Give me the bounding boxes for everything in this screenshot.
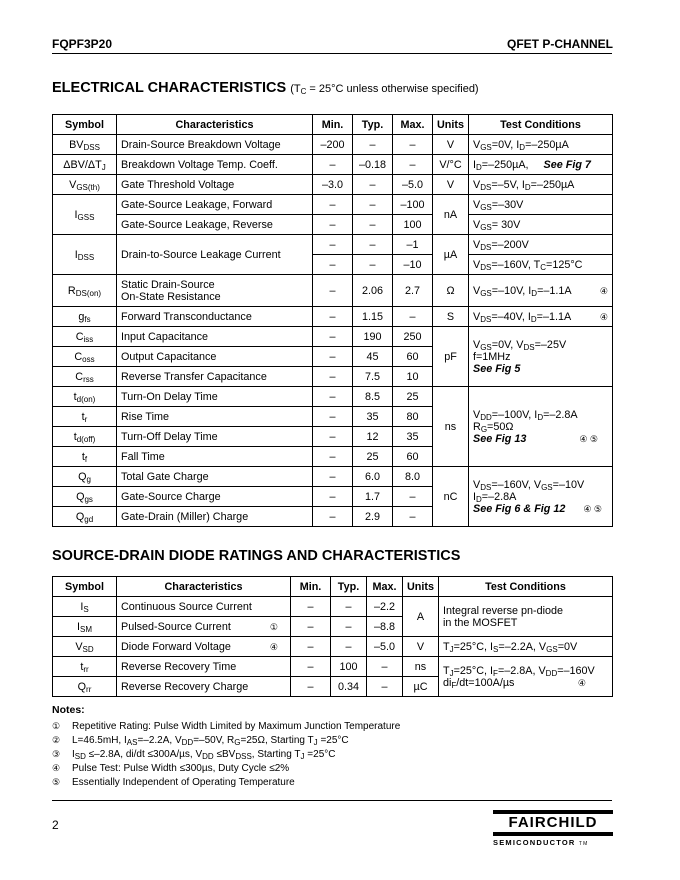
unit-cell: V/°C [433, 155, 469, 175]
table-row [53, 597, 613, 617]
typ-cell: 45 [353, 347, 393, 367]
figure-reference: See Fig 13 [473, 432, 527, 445]
characteristic-cell: Breakdown Voltage Temp. Coeff. [117, 155, 313, 175]
characteristic-cell: Gate-Source Leakage, Reverse [117, 215, 313, 235]
characteristic-cell: Drain-to-Source Leakage Current [117, 235, 313, 275]
typ-cell: – [353, 135, 393, 155]
typ-cell: 1.7 [353, 487, 393, 507]
symbol-cell: $R_{DS(on)}$ [53, 275, 117, 307]
characteristic-cell: Turn-Off Delay Time [117, 427, 313, 447]
logo-bar-bottom [493, 832, 613, 836]
table-header-row [53, 115, 613, 135]
max-cell: –2.2 [367, 597, 403, 617]
unit-cell: nC [433, 467, 469, 527]
min-cell: – [313, 367, 353, 387]
note-1-marker: ① [269, 621, 278, 632]
note-markers: ④ ⑤ [583, 503, 602, 514]
characteristic-cell: Reverse Recovery Time [117, 657, 291, 677]
note-markers: ④ ⑤ [579, 433, 598, 444]
logo-subtitle: SEMICONDUCTOR TM [493, 838, 589, 847]
unit-cell: S [433, 307, 469, 327]
min-cell: – [313, 407, 353, 427]
unit-cell: V [403, 637, 439, 657]
symbol-cell: $t_{d(on)}$ [53, 387, 117, 407]
min-cell: – [291, 677, 331, 697]
typ-cell: 0.34 [331, 677, 367, 697]
note-item: ① Repetitive Rating: Pulse Width Limited by Maximum Junction Temperature [52, 721, 401, 732]
note-item: ⑤ Essentially Independent of Operating Temperature [52, 777, 295, 788]
typ-cell: – [331, 597, 367, 617]
unit-cell: ns [403, 657, 439, 677]
table-row [53, 135, 613, 155]
electrical-characteristics-table [52, 114, 613, 527]
test-condition-cell: $V_{GS}=0V$, $V_{DS}=-25V$ f=1MHz See Fig 5 [469, 327, 613, 387]
test-condition-cell: $V_{DS}=-40V$, $I_D=-1.1A$ ④ [469, 307, 613, 327]
table-row [53, 235, 613, 255]
fairchild-logo [493, 810, 613, 849]
note-item: ④ Pulse Test: Pulse Width ≤300µs, Duty Cycle ≤2% [52, 763, 290, 774]
table-row [53, 387, 613, 407]
table-row [53, 175, 613, 195]
typ-cell: 7.5 [353, 367, 393, 387]
typ-cell: – [353, 195, 393, 215]
test-condition-cell: $V_{DS}=-160V$, $V_{GS}=-10V$ $I_D=-2.8A$ See Fig 6 & Fig 12 ④ ⑤ [469, 467, 613, 527]
note-item: ② L=46.5mH, $I_{AS}=-2.2A$, $V_{DD}=-50V$, $R_G=25\Omega$, Starting $T_J =25^\circ C$ [52, 735, 349, 747]
max-cell: 250 [393, 327, 433, 347]
test-condition-cell: $T_J=25^\circ C$, $I_S=-2.2A$, $V_{GS}=0V$ [439, 637, 613, 657]
max-cell: – [367, 657, 403, 677]
test-condition-cell: $V_{GS}=-10V$, $I_D=-1.1A$ ④ [469, 275, 613, 307]
characteristic-cell: Output Capacitance [117, 347, 313, 367]
max-cell: – [393, 155, 433, 175]
characteristic-cell: Input Capacitance [117, 327, 313, 347]
typ-cell: 1.15 [353, 307, 393, 327]
symbol-cell: $C_{rss}$ [53, 367, 117, 387]
min-cell: –3.0 [313, 175, 353, 195]
symbol-cell: $t_{d(off)}$ [53, 427, 117, 447]
col-symbol: Symbol [53, 577, 117, 597]
document-type: QFET P-CHANNEL [507, 37, 613, 51]
page-number: 2 [52, 818, 59, 832]
symbol-cell: $I_{DSS}$ [53, 235, 117, 275]
note-4-marker: ④ [577, 677, 586, 688]
typ-cell: –0.18 [353, 155, 393, 175]
max-cell: – [393, 307, 433, 327]
figure-reference: See Fig 5 [473, 362, 521, 375]
max-cell: – [393, 135, 433, 155]
section-conditions: ($T_C = 25^\circ C$ unless otherwise specified) [290, 83, 479, 96]
notes-section [52, 704, 400, 789]
max-cell: –1 [393, 235, 433, 255]
unit-cell: µA [433, 235, 469, 275]
diode-characteristics-table [52, 576, 613, 697]
diode-ratings-heading: SOURCE-DRAIN DIODE RATINGS AND CHARACTERISTICS [52, 548, 461, 564]
col-units: Units [433, 115, 469, 135]
max-cell: –5.0 [393, 175, 433, 195]
max-cell: –10 [393, 255, 433, 275]
symbol-cell: ΔBV/$\Delta T_J$ [53, 155, 117, 175]
max-cell: – [393, 507, 433, 527]
max-cell: 100 [393, 215, 433, 235]
characteristic-cell: Drain-Source Breakdown Voltage [117, 135, 313, 155]
symbol-cell: $V_{SD}$ [53, 637, 117, 657]
typ-cell: 100 [331, 657, 367, 677]
symbol-cell: $t_f$ [53, 447, 117, 467]
unit-cell: V [433, 175, 469, 195]
typ-cell: 12 [353, 427, 393, 447]
col-min: Min. [291, 577, 331, 597]
symbol-cell: $C_{oss}$ [53, 347, 117, 367]
characteristic-cell: Total Gate Charge [117, 467, 313, 487]
col-symbol: Symbol [53, 115, 117, 135]
typ-cell: 25 [353, 447, 393, 467]
max-cell: –100 [393, 195, 433, 215]
symbol-cell: $BV_{DSS}$ [53, 135, 117, 155]
characteristic-cell: Continuous Source Current [117, 597, 291, 617]
max-cell: 8.0 [393, 467, 433, 487]
test-condition-cell: $V_{GS}=0V$, $I_D=-250\mu A$ [469, 135, 613, 155]
test-condition-cell: $V_{DS}=-200V$ [469, 235, 613, 255]
typ-cell: – [331, 617, 367, 637]
min-cell: – [313, 215, 353, 235]
min-cell: – [313, 327, 353, 347]
min-cell: – [291, 597, 331, 617]
test-condition-cell: $V_{DD}=-100V$, $I_D=-2.8A$ $R_G=50\Omega$ See Fig 13 ④ ⑤ [469, 387, 613, 467]
test-condition-cell: $T_J=25^\circ C$, $I_F=-2.8A$, $V_{DD}=-160V$ $di_F/dt=100A/\mu s$ ④ [439, 657, 613, 697]
min-cell: – [313, 387, 353, 407]
section-title: ELECTRICAL CHARACTERISTICS [52, 80, 287, 96]
test-condition-cell: Integral reverse pn-diode in the MOSFET [439, 597, 613, 637]
part-number: FQPF3P20 [52, 37, 113, 51]
max-cell: – [393, 487, 433, 507]
max-cell: 80 [393, 407, 433, 427]
characteristic-cell: Gate-Drain (Miller) Charge [117, 507, 313, 527]
characteristic-cell: Forward Transconductance [117, 307, 313, 327]
characteristic-cell: Reverse Transfer Capacitance [117, 367, 313, 387]
min-cell: – [313, 467, 353, 487]
characteristic-cell: Diode Forward Voltage ④ [117, 637, 291, 657]
typ-cell: 35 [353, 407, 393, 427]
max-cell: 2.7 [393, 275, 433, 307]
unit-cell: ns [433, 387, 469, 467]
characteristic-cell: Turn-On Delay Time [117, 387, 313, 407]
min-cell: – [313, 507, 353, 527]
note-4-marker: ④ [599, 311, 608, 322]
min-cell: – [313, 255, 353, 275]
min-cell: – [291, 657, 331, 677]
table-row [53, 307, 613, 327]
symbol-cell: $V_{GS(th)}$ [53, 175, 117, 195]
unit-cell: nA [433, 195, 469, 235]
table-header-row [53, 577, 613, 597]
symbol-cell: $Q_g$ [53, 467, 117, 487]
symbol-cell: $g_{fs}$ [53, 307, 117, 327]
typ-cell: – [353, 235, 393, 255]
typ-cell: – [353, 215, 393, 235]
min-cell: – [313, 427, 353, 447]
typ-cell: 6.0 [353, 467, 393, 487]
typ-cell: – [353, 175, 393, 195]
logo-wordmark: FAIRCHILD [508, 814, 598, 831]
typ-cell: 2.06 [353, 275, 393, 307]
table-row [53, 275, 613, 307]
col-max: Max. [393, 115, 433, 135]
test-condition-cell: $V_{DS}=-5V$, $I_D=-250\mu A$ [469, 175, 613, 195]
symbol-cell: $t_r$ [53, 407, 117, 427]
min-cell: –200 [313, 135, 353, 155]
max-cell: –8.8 [367, 617, 403, 637]
typ-cell: 2.9 [353, 507, 393, 527]
min-cell: – [291, 637, 331, 657]
table-row [53, 195, 613, 215]
max-cell: – [367, 677, 403, 697]
note-item: ③ $I_{SD} \le-2.8A$, di/dt ≤300A/µs, $V_{DD} \le BV_{DSS}$, Starting $T_J =25^\circ C$ [52, 749, 336, 761]
min-cell: – [313, 195, 353, 215]
unit-cell: A [403, 597, 439, 637]
characteristic-cell: Reverse Recovery Charge [117, 677, 291, 697]
typ-cell: 8.5 [353, 387, 393, 407]
typ-cell: 190 [353, 327, 393, 347]
col-characteristics: Characteristics [117, 115, 313, 135]
characteristic-cell: Gate-Source Charge [117, 487, 313, 507]
header-rule [52, 53, 612, 54]
unit-cell: µC [403, 677, 439, 697]
symbol-cell: $I_S$ [53, 597, 117, 617]
col-max: Max. [367, 577, 403, 597]
col-min: Min. [313, 115, 353, 135]
note-4-marker: ④ [599, 285, 608, 296]
max-cell: –5.0 [367, 637, 403, 657]
unit-cell: pF [433, 327, 469, 387]
table-row [53, 467, 613, 487]
max-cell: 60 [393, 347, 433, 367]
characteristic-cell: Fall Time [117, 447, 313, 467]
characteristic-cell: Pulsed-Source Current ① [117, 617, 291, 637]
unit-cell: Ω [433, 275, 469, 307]
symbol-cell: $Q_{gd}$ [53, 507, 117, 527]
max-cell: 35 [393, 427, 433, 447]
figure-reference: See Fig 7 [543, 158, 591, 171]
symbol-cell: $Q_{rr}$ [53, 677, 117, 697]
max-cell: 25 [393, 387, 433, 407]
min-cell: – [313, 155, 353, 175]
max-cell: 10 [393, 367, 433, 387]
max-cell: 60 [393, 447, 433, 467]
col-test-conditions: Test Conditions [469, 115, 613, 135]
col-typ: Typ. [331, 577, 367, 597]
min-cell: – [291, 617, 331, 637]
col-characteristics: Characteristics [117, 577, 291, 597]
col-units: Units [403, 577, 439, 597]
table-row [53, 215, 613, 235]
typ-cell: – [331, 637, 367, 657]
note-4-marker: ④ [269, 641, 278, 652]
test-condition-cell: $V_{GS}= 30V$ [469, 215, 613, 235]
table-row [53, 327, 613, 347]
footer-rule [52, 800, 612, 801]
table-row [53, 657, 613, 677]
col-typ: Typ. [353, 115, 393, 135]
table-row [53, 637, 613, 657]
characteristic-cell: Rise Time [117, 407, 313, 427]
min-cell: – [313, 275, 353, 307]
test-condition-cell: $V_{DS}=-160V$, $T_C=125^\circ C$ [469, 255, 613, 275]
test-condition-cell: $I_D=-250\mu A$, See Fig 7 [469, 155, 613, 175]
symbol-cell: $I_{SM}$ [53, 617, 117, 637]
min-cell: – [313, 447, 353, 467]
typ-cell: – [353, 255, 393, 275]
col-test-conditions: Test Conditions [439, 577, 613, 597]
characteristic-cell: Static Drain-Source On-State Resistance [117, 275, 313, 307]
unit-cell: V [433, 135, 469, 155]
min-cell: – [313, 235, 353, 255]
table-row [53, 155, 613, 175]
symbol-cell: $C_{iss}$ [53, 327, 117, 347]
figure-reference: See Fig 6 & Fig 12 [473, 502, 566, 515]
min-cell: – [313, 347, 353, 367]
min-cell: – [313, 487, 353, 507]
characteristic-cell: Gate-Source Leakage, Forward [117, 195, 313, 215]
test-condition-cell: $V_{GS}=-30V$ [469, 195, 613, 215]
characteristic-cell: Gate Threshold Voltage [117, 175, 313, 195]
symbol-cell: $t_{rr}$ [53, 657, 117, 677]
min-cell: – [313, 307, 353, 327]
notes-title: Notes: [52, 704, 85, 716]
symbol-cell: $Q_{gs}$ [53, 487, 117, 507]
electrical-characteristics-heading [52, 80, 479, 96]
symbol-cell: $I_{GSS}$ [53, 195, 117, 235]
